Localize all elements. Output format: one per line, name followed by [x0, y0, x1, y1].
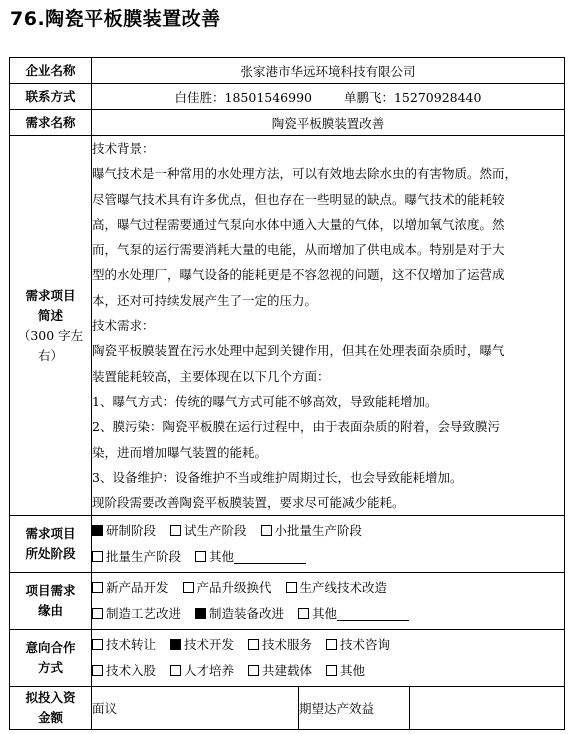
reason-option[interactable]: [183, 575, 272, 601]
coop-option-label: 技术转让: [106, 637, 157, 653]
description-line: 装置能耗较高，主要体现在以下几个方面：: [92, 368, 330, 384]
demand-name-row: [10, 110, 565, 136]
reason-option-label: 制造工艺改进: [106, 606, 182, 622]
description-value: [92, 136, 565, 516]
description-line: 技术需求：: [92, 318, 155, 334]
coop-option-label: 共建载体: [262, 663, 313, 679]
page-title: 76.陶瓷平板膜装置改善: [10, 8, 221, 30]
demand-form-table: [9, 57, 565, 730]
coop-option-label: 其他: [340, 663, 366, 679]
description-line: 而，气泵的运行需要消耗大量的电能，从而增加了供电成本。特别是对于大: [92, 242, 505, 258]
checkbox-icon[interactable]: [183, 582, 194, 593]
reason-option[interactable]: [92, 601, 181, 627]
checkbox-icon[interactable]: [298, 608, 309, 619]
checkbox-icon[interactable]: [92, 582, 103, 593]
stage-option[interactable]: [170, 518, 247, 544]
checkbox-icon[interactable]: [92, 608, 103, 619]
description-line: 技术背景：: [92, 141, 155, 156]
coop-label-line: 意向合作: [25, 640, 76, 656]
coop-label: [10, 630, 92, 687]
coop-option[interactable]: [170, 632, 234, 658]
demand-name-value: 陶瓷平板膜装置改善: [92, 110, 565, 136]
coop-option[interactable]: [326, 658, 365, 684]
stage-options-row2: [92, 544, 564, 570]
invest-label-line: 金额: [37, 710, 63, 726]
checked-box-icon[interactable]: [92, 525, 103, 536]
reason-option-label: 产品升级换代: [196, 580, 272, 596]
description-line: 型的水处理厂，曝气设备的能耗更是不容忽视的问题，这不仅增加了运营成: [92, 267, 505, 283]
expect-value: [410, 687, 565, 730]
reason-options-row2: [92, 601, 564, 627]
reason-options-row1: [92, 575, 564, 601]
contact-value: [92, 84, 565, 110]
coop-option-label: 人才培养: [184, 663, 235, 679]
stage-option[interactable]: [92, 544, 181, 570]
coop-option[interactable]: [170, 658, 234, 684]
stage-options-row1: [92, 518, 564, 544]
description-line: 2、膜污染：陶瓷平板膜在运行过程中，由于表面杂质的附着，会导致膜污: [92, 419, 500, 435]
stage-option[interactable]: [261, 518, 363, 544]
contact-2: 单鹏飞：15270928440: [343, 89, 482, 105]
reason-label: [10, 573, 92, 630]
stage-option-label: 试生产阶段: [184, 523, 247, 539]
coop-option-label: 技术开发: [184, 637, 235, 653]
checkbox-icon[interactable]: [92, 551, 103, 562]
description-row: [10, 136, 565, 516]
coop-option[interactable]: [248, 632, 312, 658]
stage-row: [10, 516, 565, 573]
stage-option[interactable]: [195, 544, 306, 570]
reason-option-label: 制造装备改进: [209, 606, 285, 622]
invest-label: [10, 687, 92, 730]
reason-option-label: 新产品开发: [106, 580, 169, 596]
stage-label-line: 所处阶段: [25, 546, 76, 562]
checkbox-icon[interactable]: [326, 639, 337, 650]
reason-option[interactable]: [298, 601, 409, 627]
description-line: 3、设备维护：设备维护不当或维护周期过长，也会导致能耗增加。: [92, 469, 463, 485]
stage-label: [10, 516, 92, 573]
contact-1: 白佳胜：18501546990: [174, 89, 312, 105]
checkbox-icon[interactable]: [286, 582, 297, 593]
checkbox-icon[interactable]: [92, 665, 103, 676]
contact-row: [10, 84, 565, 110]
other-blank-line[interactable]: [337, 607, 409, 621]
description-label-line: （300 字左: [17, 327, 84, 343]
description-label-line: 简述: [37, 307, 63, 323]
description-label-line: 右）: [37, 347, 63, 363]
reason-option[interactable]: [92, 575, 169, 601]
demand-name-label: 需求名称: [10, 110, 92, 136]
company-label: 企业名称: [10, 58, 92, 84]
checkbox-icon[interactable]: [195, 551, 206, 562]
coop-option-label: 技术服务: [262, 637, 313, 653]
description-line: 尽管曝气技术具有许多优点，但也存在一些明显的缺点。曝气技术的能耗较: [92, 191, 505, 207]
coop-label-line: 方式: [37, 660, 63, 676]
description-label-line: 需求项目: [25, 287, 76, 303]
coop-option[interactable]: [326, 632, 390, 658]
description-label: [10, 136, 92, 516]
reason-label-line: 缘由: [37, 603, 63, 619]
checked-box-icon[interactable]: [195, 608, 206, 619]
reason-option-label: 其他: [312, 606, 338, 622]
stage-option-label: 其他: [209, 549, 235, 565]
checkbox-icon[interactable]: [326, 665, 337, 676]
stage-option[interactable]: [92, 518, 156, 544]
coop-option-label: 技术咨询: [340, 637, 391, 653]
reason-options: [92, 573, 565, 630]
description-line: 高，曝气过程需要通过气泵向水体中通入大量的气体，以增加氧气浓度。然: [92, 216, 505, 232]
reason-row: [10, 573, 565, 630]
checkbox-icon[interactable]: [261, 525, 272, 536]
expect-label: 期望达产效益: [299, 687, 410, 730]
contact-label: 联系方式: [10, 84, 92, 110]
checkbox-icon[interactable]: [170, 665, 181, 676]
description-line: 现阶段需要改善陶瓷平板膜装置，要求尽可能减少能耗。: [92, 495, 405, 511]
stage-label-line: 需求项目: [25, 526, 76, 542]
stage-option-label: 研制阶段: [106, 523, 157, 539]
stage-option-label: 批量生产阶段: [106, 549, 182, 565]
company-value: 张家港市华远环境科技有限公司: [92, 58, 565, 84]
description-line: 1、曝气方式：传统的曝气方式可能不够高效，导致能耗增加。: [92, 393, 438, 409]
stage-option-label: 小批量生产阶段: [274, 523, 363, 539]
reason-option[interactable]: [195, 601, 284, 627]
reason-option-label: 生产线技术改造: [299, 580, 388, 596]
invest-value: 面议: [92, 687, 299, 730]
coop-option[interactable]: [92, 658, 156, 684]
checked-box-icon[interactable]: [170, 639, 181, 650]
description-line: 本，还对可持续发展产生了一定的压力。: [92, 292, 318, 308]
coop-options: [92, 630, 565, 687]
coop-option[interactable]: [248, 658, 312, 684]
checkbox-icon[interactable]: [248, 639, 259, 650]
coop-row: [10, 630, 565, 687]
checkbox-icon[interactable]: [248, 665, 259, 676]
other-blank-line[interactable]: [234, 550, 306, 564]
description-line: 陶瓷平板膜装置在污水处理中起到关键作用，但其在处理表面杂质时，曝气: [92, 343, 505, 359]
company-row: [10, 58, 565, 84]
coop-option-label: 技术入股: [106, 663, 157, 679]
checkbox-icon[interactable]: [92, 639, 103, 650]
coop-options-row1: [92, 632, 564, 658]
description-line: 曝气技术是一种常用的水处理方法，可以有效地去除水虫的有害物质。然而，: [92, 166, 518, 182]
description-line: 染，进而增加曝气装置的能耗。: [92, 444, 268, 460]
coop-option[interactable]: [92, 632, 156, 658]
reason-option[interactable]: [286, 575, 388, 601]
coop-options-row2: [92, 658, 564, 684]
reason-label-line: 项目需求: [25, 583, 76, 599]
stage-options: [92, 516, 565, 573]
checkbox-icon[interactable]: [170, 525, 181, 536]
invest-row: [10, 687, 565, 730]
invest-label-line: 拟投入资: [25, 690, 76, 706]
